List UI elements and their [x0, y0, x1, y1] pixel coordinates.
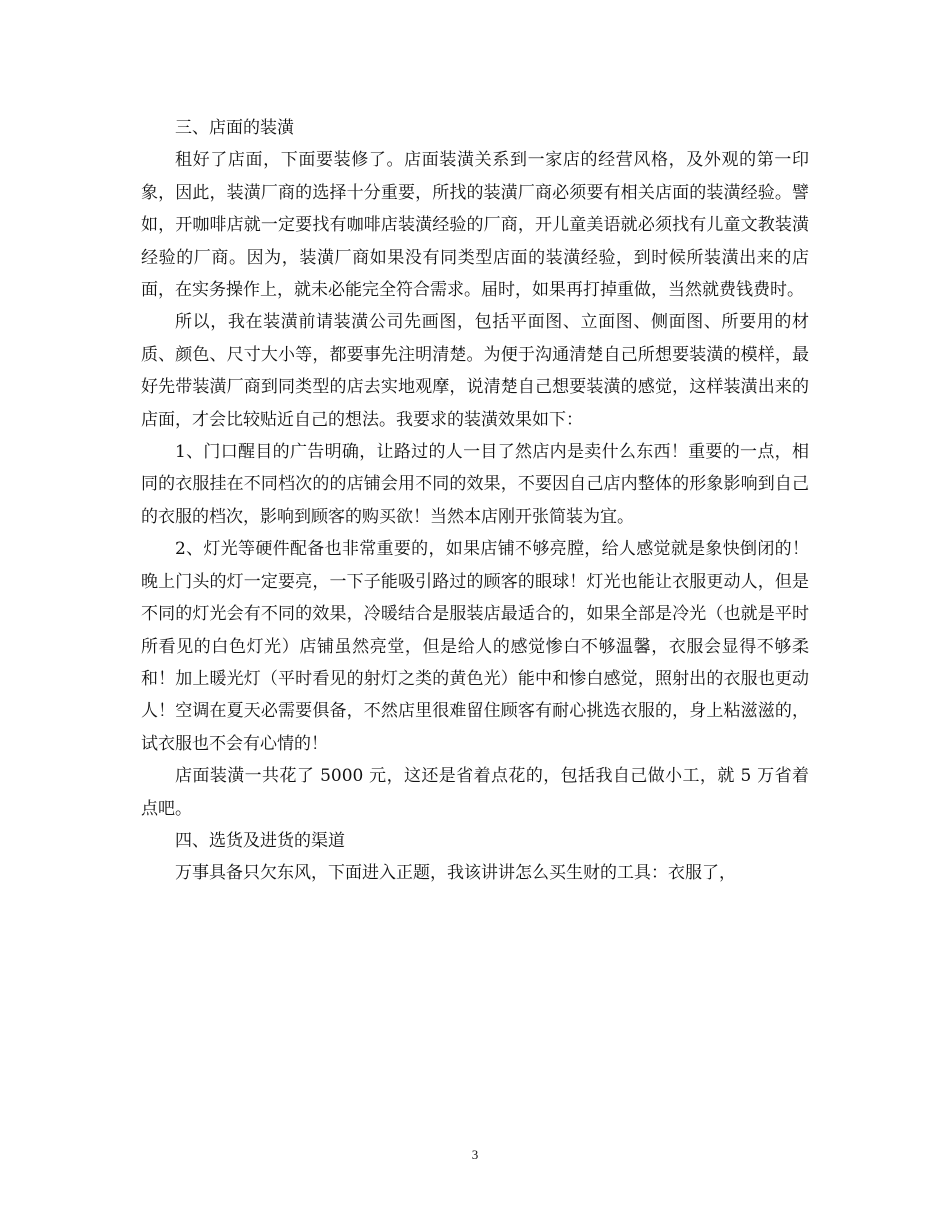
paragraph-point-1: 1、门口醒目的广告明确，让路过的人一目了然店内是卖什么东西！重要的一点，相同的衣服挂在不同档次的的店铺会用不同的效果，不要因自己店内整体的形象影响到自己的衣服的档次，影响到顾客的购买欲！当然本店刚开张简装为宜。 — [141, 442, 809, 527]
page-number: 3 — [471, 1147, 479, 1162]
paragraph-cost: 店面装潢一共花了 5000 元，这还是省着点花的，包括我自己做小工，就 5 万省着点吧。 — [141, 766, 809, 819]
document-body — [141, 112, 809, 890]
section-heading-4: 四、选货及进货的渠道 — [175, 830, 345, 851]
paragraph-point-2: 2、灯光等硬件配备也非常重要的，如果店铺不够亮膛，给人感觉就是象快倒闭的！晚上门头的灯一定要亮，一下子能吸引路过的顾客的眼球！灯光也能让衣服更动人，但是不同的灯光会有不同的效果，冷暖结合是服装店最适合的，如果全部是冷光（也就是平时所看见的白色灯光）店铺虽然亮堂，但是给人的感觉惨白不够温馨，衣服会显得不够柔和！加上暖光灯（平时看见的射灯之类的黄色光）能中和惨白感觉，照射出的衣服也更动人！空调在夏天必需要俱备，不然店里很难留住顾客有耐心挑选衣服的，身上粘滋滋的，试衣服也不会有心情的！ — [141, 539, 809, 754]
paragraph-renovation-intro: 租好了店面，下面要装修了。店面装潢关系到一家店的经营风格，及外观的第一印象，因此，装潢厂商的选择十分重要，所找的装潢厂商必须要有相关店面的装潢经验。譬如，开咖啡店就一定要找有咖啡店装潢经验的厂商，开儿童美语就必须找有儿童文教装潢经验的厂商。因为，装潢厂商如果没有同类型店面的装潢经验，到时候所装潢出来的店面，在实务操作上，就未必能完全符合需求。届时，如果再打掉重做，当然就费钱费时。 — [141, 150, 809, 301]
paragraph-renovation-plan: 所以，我在装潢前请装潢公司先画图，包括平面图、立面图、侧面图、所要用的材质、颜色、尺寸大小等，都要事先注明清楚。为便于沟通清楚自己所想要装潢的模样，最好先带装潢厂商到同类型的店去实地观摩，说清楚自己想要装潢的感觉，这样装潢出来的店面，才会比较贴近自己的想法。我要求的装潢效果如下： — [141, 312, 809, 430]
section-heading-3: 三、店面的装潢 — [175, 118, 294, 138]
paragraph-sourcing-intro: 万事具备只欠东风，下面进入正题，我该讲讲怎么买生财的工具：衣服了， — [175, 863, 736, 884]
